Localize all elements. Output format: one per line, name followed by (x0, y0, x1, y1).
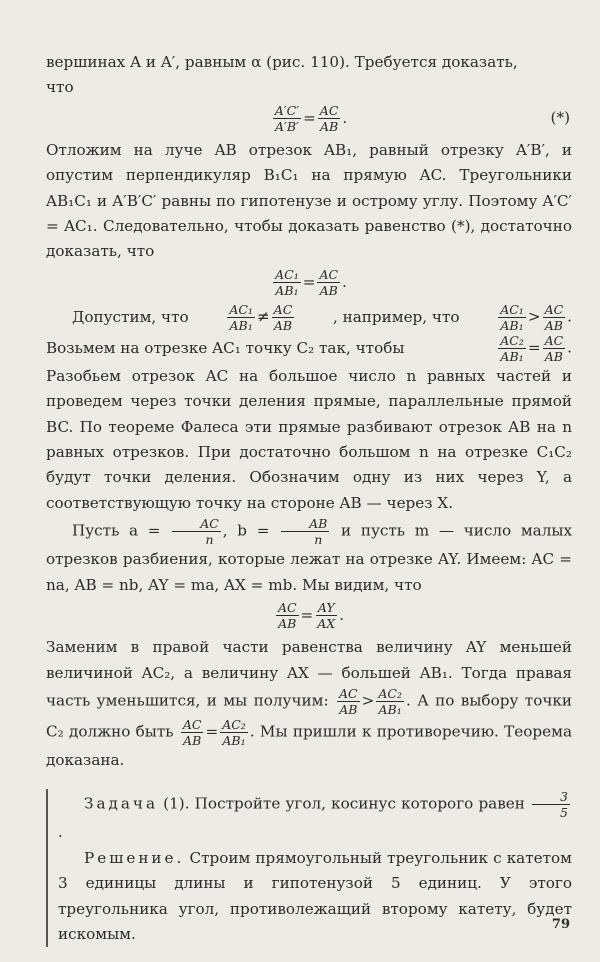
fraction-ac1-ab1 (498, 302, 526, 333)
fraction-denominator: A′B′ (274, 118, 299, 134)
solution-text: Строим прямоугольный треугольник с катетом 3 единицы длины и гипотенузой 5 единиц. У этого треугольника угол, противолежащий второму катету, будет искомым. (58, 848, 572, 943)
fraction-denominator: AB (339, 701, 358, 717)
fraction-ac-ab (337, 686, 360, 717)
paragraph-replace (46, 635, 572, 773)
solution-label: Решение. (84, 848, 185, 867)
equals-sign: = (303, 108, 316, 127)
task-block (46, 789, 572, 947)
fraction-numerator: A′C′ (274, 102, 300, 118)
fraction-numerator: AC₂ (500, 332, 524, 348)
fraction-numerator: AC₁ (229, 301, 253, 317)
fraction-ac1-ab1 (273, 267, 301, 298)
equation-tag: (*) (550, 108, 570, 127)
fraction-numerator: AB (281, 516, 329, 532)
fraction-numerator: AC (273, 301, 293, 317)
fraction-ac2-ab1 (376, 686, 404, 717)
text-segments: и пусть m — число малых отрезков разбиения, которые лежат на отрезке AY. Имеем: AC = na, AB = nb, AY = ma, AX = mb. Мы видим, что (46, 521, 573, 594)
fraction-numerator: AC (544, 332, 564, 348)
line-assume (46, 302, 572, 333)
fraction-denominator: AB₁ (500, 348, 524, 364)
fraction-ay-ax (315, 600, 337, 631)
solution-statement (58, 846, 572, 948)
fraction-numerator: AC (277, 600, 297, 616)
not-equal-sign: ≠ (256, 307, 270, 326)
equals-sign: = (205, 722, 219, 741)
fraction-ac2-ab1 (498, 333, 526, 364)
equals-sign: = (302, 272, 316, 291)
page-number: 79 (551, 917, 570, 932)
period: . (58, 823, 63, 842)
period: . (342, 108, 348, 127)
equation-star (46, 103, 572, 134)
equals-sign: = (527, 338, 541, 357)
fraction-three-fifths (532, 789, 570, 820)
equals-sign: = (300, 605, 314, 624)
fraction-denominator: AB (278, 616, 297, 632)
text-b-eq: , b = (222, 521, 270, 540)
period: . (567, 338, 572, 357)
fraction-numerator: AC (319, 102, 339, 118)
period: . (339, 605, 345, 624)
fraction-numerator: AC (339, 685, 358, 701)
fraction-denominator: 5 (560, 805, 568, 821)
fraction-denominator: AX (317, 616, 336, 632)
task-statement (58, 789, 572, 845)
text-that: что (46, 78, 74, 97)
fraction-ac-ab (276, 600, 299, 631)
text-line-1 (46, 50, 572, 101)
fraction-ac-ab (317, 267, 340, 298)
line-take-point (46, 333, 572, 364)
fraction-numerator: AY (317, 600, 335, 616)
fraction-ac-ab (272, 302, 295, 333)
paragraph-let (46, 516, 572, 598)
text-take-point: Возьмем на отрезке AC₁ точку C₂ так, чтобы (46, 338, 405, 357)
task-label: Задача (84, 794, 159, 813)
fraction-denominator: n (205, 532, 214, 548)
equation-2 (46, 267, 572, 298)
equation-3 (46, 600, 572, 631)
fraction-ac-ab (318, 103, 341, 134)
fraction-ac-ab (543, 302, 566, 333)
text-continuation: вершинах A и A′, равным α (рис. 110). Требуется доказать, (46, 53, 518, 71)
paragraph-construction: Отложим на луче AB отрезок AB₁, равный отрезку A′B′, и опустим перпендикуляр B₁C₁ на прямую AC. Треугольники AB₁C₁ и A′B′C′ равны по гипотенузе и острому углу. Поэтому A′C′ = AC₁. Следовательно, чтобы доказать равенство (*), достаточно доказать, что (46, 140, 572, 261)
fraction-denominator: AB (544, 348, 563, 364)
fraction-numerator: 3 (532, 789, 570, 805)
fraction-denominator: AB (319, 118, 339, 134)
fraction-denominator: AB (544, 317, 563, 333)
fraction-ac-ab (543, 333, 566, 364)
greater-sign: > (361, 691, 375, 710)
text-for-example: , например, что (332, 307, 460, 326)
fraction-denominator: AB (273, 317, 293, 333)
text-let-a: Пусть a = (72, 521, 161, 540)
fraction-denominator: AB₁ (500, 317, 524, 333)
fraction-ac2-ab1 (220, 717, 248, 748)
text-by-choice: . А по выбору точки C₂ должно быть (46, 691, 572, 741)
paragraph-thales: Разобьем отрезок AC на большое число n равных частей и проведем через точки деления прямые, параллельные прямой BC. По теореме Фалеса эти прямые разбивают отрезок AB на n равных отрезков. При достаточно большом n на отрезке C₁C₂ будут точки деления. Обозначим одну из них через Y, а соответствующую точку на стороне AB — через X. (46, 366, 572, 512)
fraction-ab-n (281, 516, 329, 547)
fraction-denominator: AB₁ (222, 732, 246, 748)
fraction-numerator: AC₁ (275, 266, 299, 282)
fraction-denominator: AB₁ (275, 282, 299, 298)
text-assume: Допустим, что (72, 307, 189, 326)
fraction-numerator: AC₂ (222, 716, 246, 732)
task-text: (1). Постройте угол, косинус которого равен (158, 794, 525, 813)
fraction-ac-ab (181, 717, 204, 748)
period: . (567, 307, 572, 326)
fraction-denominator: AB (319, 282, 338, 298)
fraction-denominator: AB₁ (378, 701, 402, 717)
fraction-denominator: AB (183, 732, 202, 748)
text-replace: Заменим в правой части равенства величину AY меньшей величиной AC₂, а величину AX — большей AB₁. Тогда правая часть уменьшится, и мы получим: (46, 638, 572, 710)
period: . (342, 272, 347, 291)
fraction-ac-n (172, 516, 221, 547)
fraction-numerator: AC (544, 301, 564, 317)
fraction-denominator: AB₁ (229, 317, 253, 333)
fraction-aprime (273, 103, 301, 134)
fraction-numerator: AC (319, 266, 339, 282)
fraction-numerator: AC₂ (378, 685, 402, 701)
greater-sign: > (527, 307, 541, 326)
fraction-numerator: AC₁ (500, 301, 524, 317)
fraction-ac1-ab1 (227, 302, 255, 333)
fraction-numerator: AC (172, 516, 221, 532)
fraction-denominator: n (314, 532, 323, 548)
fraction-numerator: AC (182, 716, 202, 732)
text-contradiction: . Мы пришли к противоречию. Теорема доказана. (46, 722, 572, 769)
